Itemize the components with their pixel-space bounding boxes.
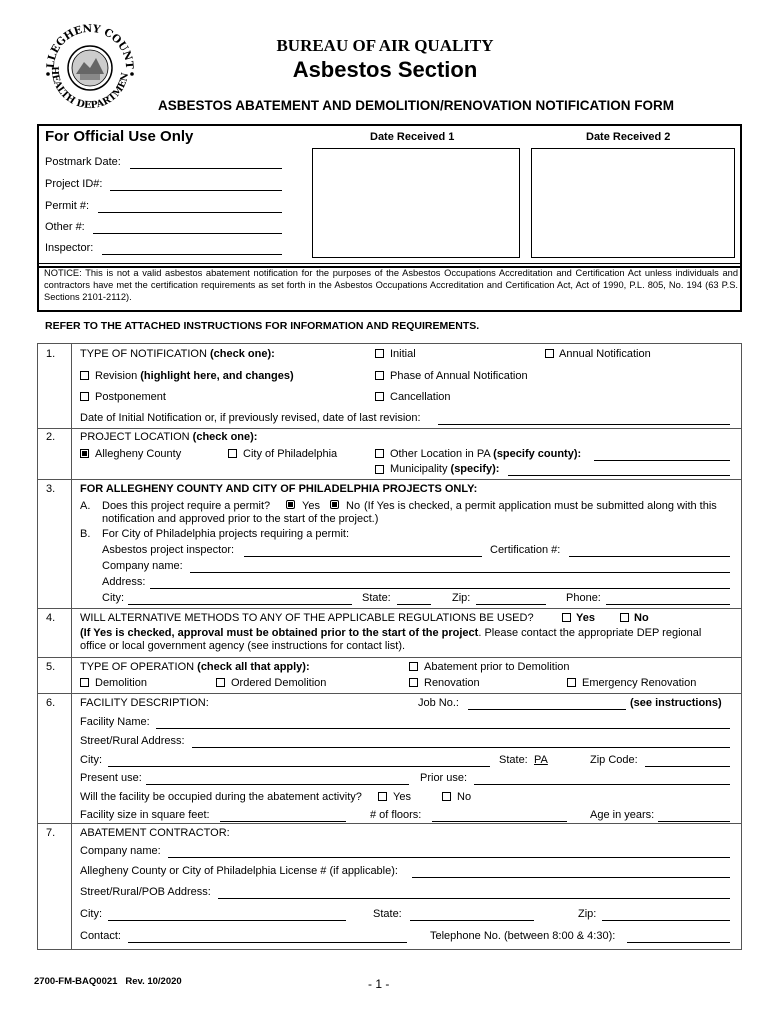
s3-phone-field[interactable] <box>606 604 730 605</box>
age-field[interactable] <box>658 821 730 822</box>
revision-text <box>95 370 294 382</box>
alt-methods-note-bold: (If Yes is checked, approval must be obtained prior to the start of the project <box>80 627 479 639</box>
abatement-label: Abatement prior to Demolition <box>424 661 570 673</box>
initial-label: Initial <box>390 348 416 360</box>
seal-text-bottom: HEALTH DEPARTMEN <box>48 66 132 112</box>
facility-name-label: Facility Name: <box>80 716 150 728</box>
contractor-company-label: Company name: <box>80 845 161 857</box>
facility-city-field[interactable] <box>108 766 490 767</box>
occupied-yes-checkbox[interactable] <box>378 792 387 801</box>
section-title: Asbestos Section <box>292 57 478 82</box>
revision-date-label: Date of Initial Notification or, if previously revised, date of last revision: <box>80 412 421 424</box>
s7-number: 7. <box>46 827 56 839</box>
telephone-label: Telephone No. (between 8:00 & 4:30): <box>430 930 616 942</box>
permit-field[interactable] <box>98 212 282 213</box>
ordered-demolition-checkbox[interactable] <box>216 678 225 687</box>
official-use-title: For Official Use Only <box>45 128 194 145</box>
s7-title: ABATEMENT CONTRACTOR: <box>80 827 230 839</box>
certification-label: Certification #: <box>490 544 561 556</box>
s1-heading <box>80 348 275 360</box>
date-received-2-label: Date Received 2 <box>586 131 671 143</box>
occupied-yes-label: Yes <box>393 791 411 803</box>
cancellation-label: Cancellation <box>390 391 451 403</box>
s2-number: 2. <box>46 431 56 443</box>
other-location-text <box>390 448 581 460</box>
contact-field[interactable] <box>128 942 407 943</box>
s6-title: FACILITY DESCRIPTION: <box>80 697 209 709</box>
permit-note-1: (If Yes is checked, a permit application must be submitted along with this <box>364 500 717 512</box>
license-label: Allegheny County or City of Philadelphia License # (if applicable): <box>80 865 398 877</box>
s3-a-label: A. <box>80 500 91 512</box>
present-use-field[interactable] <box>146 784 409 785</box>
s6-number: 6. <box>46 697 56 709</box>
revision-hint: (highlight here, and changes) <box>140 370 294 382</box>
floors-field[interactable] <box>432 821 567 822</box>
philadelphia-label: City of Philadelphia <box>243 448 338 460</box>
job-no-label: Job No.: <box>418 697 459 709</box>
contractor-state-label: State: <box>373 908 402 920</box>
demolition-checkbox[interactable] <box>80 678 89 687</box>
s3-phone-label: Phone: <box>566 592 601 604</box>
contractor-zip-field[interactable] <box>602 920 730 921</box>
allegheny-label: Allegheny County <box>95 448 182 460</box>
certification-field[interactable] <box>569 556 730 557</box>
s1-hint: (check one): <box>209 348 275 360</box>
form-title: ASBESTOS ABATEMENT AND DEMOLITION/RENOVATION NOTIFICATION FORM <box>158 98 674 113</box>
s5-title: TYPE OF OPERATION <box>80 661 195 673</box>
contractor-zip-label: Zip: <box>578 908 597 920</box>
permit-no-checkbox[interactable] <box>330 500 339 509</box>
s2-title: PROJECT LOCATION <box>80 431 190 443</box>
prior-use-field[interactable] <box>474 784 730 785</box>
date-received-1-label: Date Received 1 <box>370 131 455 143</box>
permit-label: Permit #: <box>45 200 90 212</box>
facility-city-label: City: <box>80 754 102 766</box>
project-id-field[interactable] <box>110 190 282 191</box>
municipality-checkbox[interactable] <box>375 465 384 474</box>
s3-address-label: Address: <box>102 576 146 588</box>
alt-methods-yes-checkbox[interactable] <box>562 613 571 622</box>
date-received-1-box[interactable] <box>312 148 520 258</box>
other-field[interactable] <box>93 233 282 234</box>
refer-instructions: REFER TO THE ATTACHED INSTRUCTIONS FOR INFORMATION AND REQUIREMENTS. <box>45 320 480 332</box>
s5-hint: (check all that apply): <box>197 661 310 673</box>
contractor-street-field[interactable] <box>218 898 730 899</box>
present-use-label: Present use: <box>80 772 142 784</box>
s3-zip-label: Zip: <box>452 592 471 604</box>
license-field[interactable] <box>412 877 730 878</box>
annual-checkbox[interactable] <box>545 349 554 358</box>
asbestos-inspector-field[interactable] <box>244 556 482 557</box>
phase-checkbox[interactable] <box>375 371 384 380</box>
alt-methods-note-1 <box>80 627 701 639</box>
facility-street-field[interactable] <box>192 747 730 748</box>
philadelphia-checkbox[interactable] <box>228 449 237 458</box>
date-received-2-box[interactable] <box>531 148 735 258</box>
cancellation-checkbox[interactable] <box>375 392 384 401</box>
emergency-renovation-checkbox[interactable] <box>567 678 576 687</box>
permit-no-label: No <box>346 500 361 512</box>
facility-street-label: Street/Rural Address: <box>80 735 185 747</box>
phase-label: Phase of Annual Notification <box>390 370 528 382</box>
permit-yes-checkbox[interactable] <box>286 500 295 509</box>
contact-label: Contact: <box>80 930 121 942</box>
permit-yes-label: Yes <box>302 500 320 512</box>
facility-name-field[interactable] <box>156 728 730 729</box>
permit-question: Does this project require a permit? <box>102 500 271 512</box>
alt-methods-no-label: No <box>634 612 649 624</box>
alt-methods-no-checkbox[interactable] <box>620 613 629 622</box>
annual-label: Annual Notification <box>559 348 651 360</box>
facility-size-field[interactable] <box>220 821 346 822</box>
notice-text: NOTICE: This is not a valid asbestos abatement notification for the purposes of the Asbestos Occupations Accreditation and Certification Act unless individuals and contractors have met the certification requirements as set forth in the Asbestos Occupations Accreditation and Certification Act, Act of 1990, P.L. 805, No. 194 (63 P.S. Sections 2101-2112). <box>44 268 738 302</box>
bureau-title: BUREAU OF AIR QUALITY <box>276 36 494 55</box>
initial-checkbox[interactable] <box>375 349 384 358</box>
s3-company-label: Company name: <box>102 560 183 572</box>
s1-title: TYPE OF NOTIFICATION <box>80 348 207 360</box>
s3-company-field[interactable] <box>190 572 730 573</box>
postponement-label: Postponement <box>95 391 166 403</box>
form-id: 2700-FM-BAQ0021 Rev. 10/2020 <box>34 976 182 987</box>
s3-state-label: State: <box>362 592 391 604</box>
municipality-label: Municipality <box>390 463 448 475</box>
municipality-field[interactable] <box>508 475 730 476</box>
other-location-label: Other Location in PA <box>390 448 491 460</box>
facility-size-label: Facility size in square feet: <box>80 809 210 821</box>
alt-methods-note-rest: . Please contact the appropriate DEP regional <box>478 627 702 639</box>
contractor-city-label: City: <box>80 908 102 920</box>
s5-number: 5. <box>46 661 56 673</box>
s3-city-label: City: <box>102 592 124 604</box>
postmark-label: Postmark Date: <box>45 156 121 168</box>
prior-use-label: Prior use: <box>420 772 468 784</box>
occupied-no-label: No <box>457 791 472 803</box>
county-field[interactable] <box>594 460 730 461</box>
project-id-label: Project ID#: <box>45 178 103 190</box>
postponement-checkbox[interactable] <box>80 392 89 401</box>
renovation-label: Renovation <box>424 677 480 689</box>
revision-date-field[interactable] <box>438 424 730 425</box>
revision-checkbox[interactable] <box>80 371 89 380</box>
demolition-label: Demolition <box>95 677 147 689</box>
contractor-city-field[interactable] <box>108 920 346 921</box>
s4-number: 4. <box>46 612 56 624</box>
floors-label: # of floors: <box>370 809 422 821</box>
s3-city-field[interactable] <box>128 604 352 605</box>
inspector-field[interactable] <box>102 254 282 255</box>
job-no-field[interactable] <box>468 709 626 710</box>
s3-state-field[interactable] <box>397 604 431 605</box>
s3-title: FOR ALLEGHENY COUNTY AND CITY OF PHILADELPHIA PROJECTS ONLY: <box>80 483 478 495</box>
occupied-no-checkbox[interactable] <box>442 792 451 801</box>
page-number: - 1 - <box>368 977 390 991</box>
contractor-company-field[interactable] <box>168 857 730 858</box>
s2-heading <box>80 431 257 443</box>
allegheny-checkbox[interactable] <box>80 449 89 458</box>
other-label: Other #: <box>45 221 85 233</box>
facility-zip-field[interactable] <box>645 766 730 767</box>
permit-note-2: notification and approved prior to the start of the project.) <box>102 513 379 525</box>
municipality-text <box>390 463 499 475</box>
other-location-hint: (specify county): <box>493 448 582 460</box>
s3-address-field[interactable] <box>150 588 730 589</box>
ordered-demolition-label: Ordered Demolition <box>231 677 327 689</box>
revision-label: Revision <box>95 370 138 382</box>
abatement-checkbox[interactable] <box>409 662 418 671</box>
alt-methods-yes-label: Yes <box>576 612 595 624</box>
alt-methods-question: WILL ALTERNATIVE METHODS TO ANY OF THE APPLICABLE REGULATIONS BE USED? <box>80 612 534 624</box>
facility-state-value[interactable]: PA <box>534 754 548 766</box>
alt-methods-note-2: office or local government agency (see instructions for contact list). <box>80 640 406 652</box>
s2-hint: (check one): <box>192 431 258 443</box>
s1-number: 1. <box>46 348 56 360</box>
asbestos-inspector-label: Asbestos project inspector: <box>102 544 235 556</box>
see-instructions: (see instructions) <box>630 697 722 709</box>
municipality-hint: (specify): <box>450 463 500 475</box>
other-location-checkbox[interactable] <box>375 449 384 458</box>
renovation-checkbox[interactable] <box>409 678 418 687</box>
facility-state-label: State: <box>499 754 528 766</box>
postmark-field[interactable] <box>130 168 282 169</box>
contractor-street-label: Street/Rural/POB Address: <box>80 886 211 898</box>
s3-b-label: B. <box>80 528 91 540</box>
emergency-renovation-label: Emergency Renovation <box>582 677 697 689</box>
inspector-label: Inspector: <box>45 242 94 254</box>
age-label: Age in years: <box>590 809 655 821</box>
occupied-question: Will the facility be occupied during the abatement activity? <box>80 791 362 803</box>
philly-permit-question: For City of Philadelphia projects requiring a permit: <box>102 528 350 540</box>
s5-heading <box>80 661 310 673</box>
facility-zip-label: Zip Code: <box>590 754 638 766</box>
telephone-field[interactable] <box>627 942 730 943</box>
s3-zip-field[interactable] <box>476 604 546 605</box>
seal-text-top: LLEGHENY COUNT <box>44 22 136 70</box>
s3-number: 3. <box>46 483 56 495</box>
contractor-state-field[interactable] <box>410 920 534 921</box>
